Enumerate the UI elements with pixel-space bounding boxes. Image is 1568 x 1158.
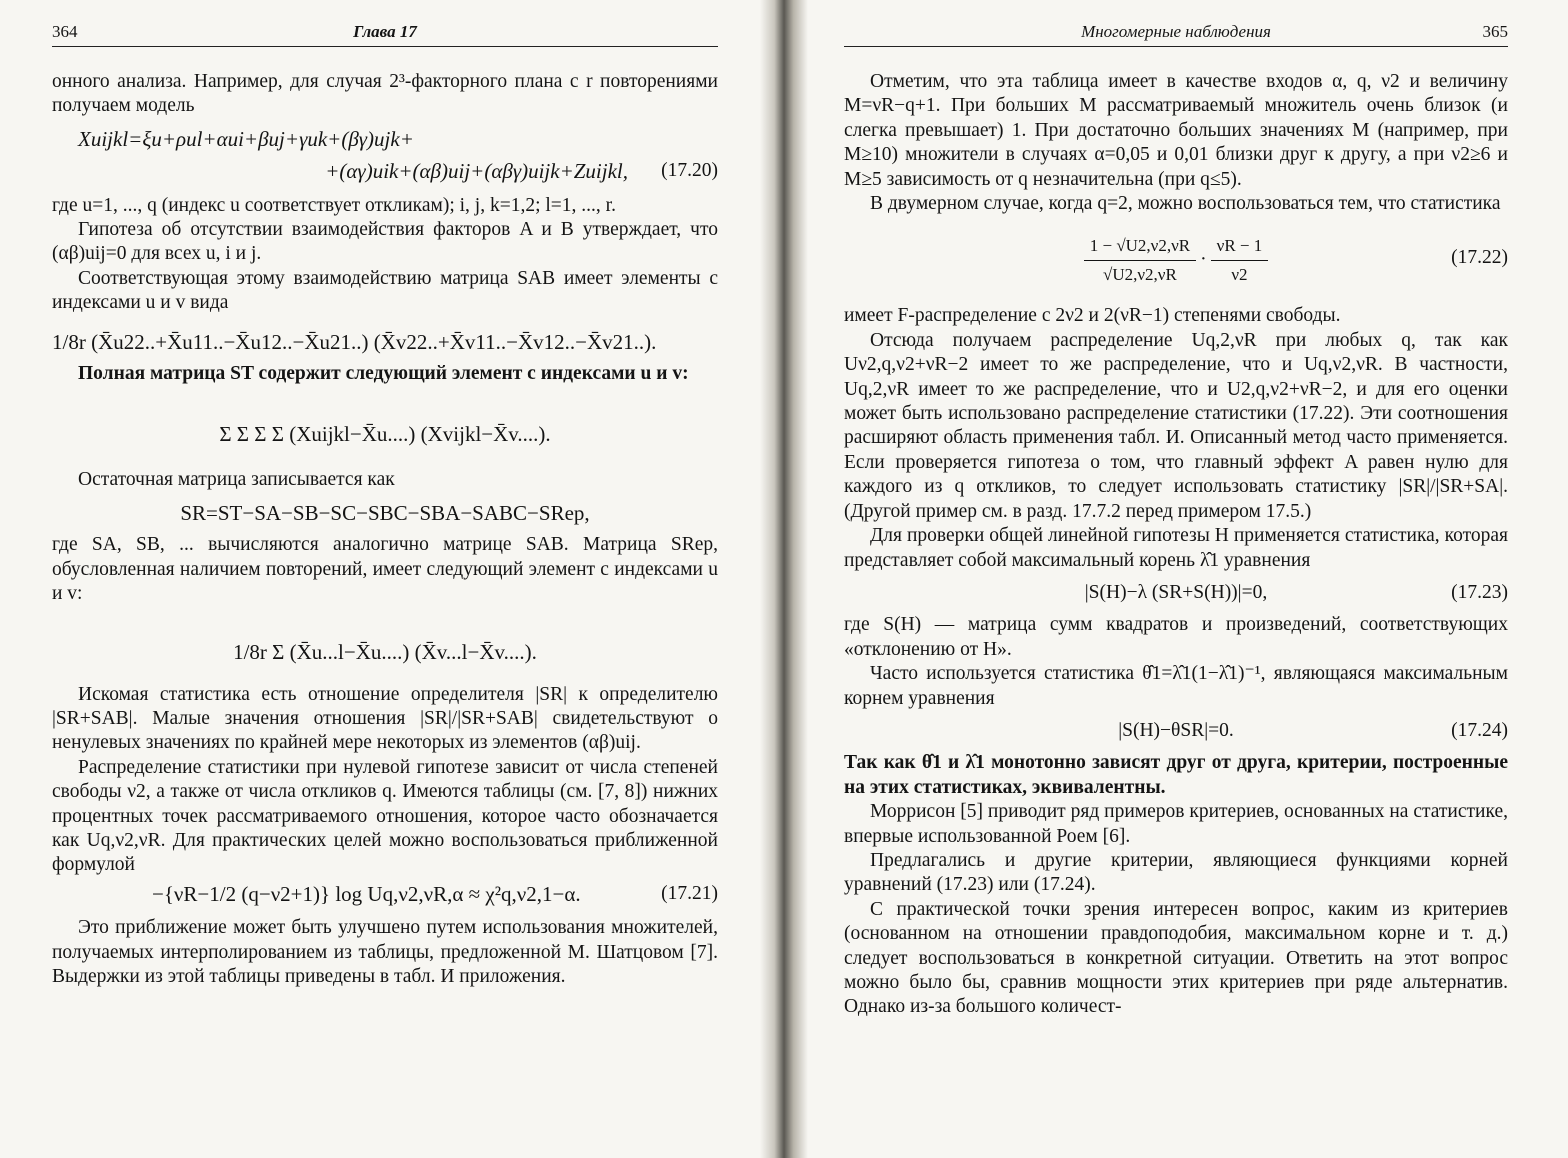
equation-number: (17.23): [1451, 581, 1508, 603]
paragraph: Полная матрица ST содержит следующий элемент с индексами u и v:: [78, 363, 689, 385]
running-title: Многомерные наблюдения: [1081, 22, 1271, 41]
right-page-header: [844, 20, 1508, 47]
paragraph: где u=1, ..., q (индекс u соответствует откликам); i, j, k=1,2; l=1, ..., r.: [52, 194, 616, 216]
fraction-main: 1 − √U2,ν2,νR √U2,ν2,νR: [1084, 234, 1196, 288]
paragraph: онного анализа. Например, для случая 2³-факторного плана с r повторениями получаем модель: [52, 71, 718, 117]
paragraph: Остаточная матрица записывается как: [78, 469, 395, 491]
paragraph: Искомая статистика есть отношение определителя |SR| к определителю |SR+SAB|. Малые значения отношения |SR|/|SR+SAB| свидетельствуют о ненулевых значениях по крайней мере некоторых из элементов (αβ)uij.: [52, 683, 718, 754]
right-page: [808, 0, 1568, 1158]
left-page: [0, 0, 760, 1158]
paragraph: где S(H) — матрица сумм квадратов и произведений, соответствующих «отклонению от H».: [844, 614, 1508, 660]
paragraph: Отметим, что эта таблица имеет в качестве входов α, q, ν2 и величину M=νR−q+1. При больших M рассматриваемый множитель очень близок (и слегка превышает) 1. При достаточно больших значениях M (например, при M≥10) множители в случаях α=0,05 и 0,01 близки друг к другу, а при ν2≥6 и M≥5 зависимость от q незначительна (при q≤5).: [844, 71, 1508, 190]
fraction-multiplier: νR − 1 ν2: [1211, 234, 1269, 288]
paragraph: В двумерном случае, когда q=2, можно воспользоваться тем, что статистика: [870, 193, 1501, 215]
paragraph: Соответствующая этому взаимодействию матрица SAB имеет элементы с индексами u и v вида: [52, 267, 718, 314]
equation-number: (17.22): [1451, 247, 1508, 269]
paragraph: где SA, SB, ... вычисляются аналогично матрице SAB. Матрица SRep, обусловленная наличием повторений, имеет следующий элемент с индексами u и v:: [52, 534, 718, 605]
paragraph: имеет F-распределение с 2ν2 и 2(νR−1) степенями свободы.: [844, 305, 1341, 327]
paragraph: Отсюда получаем распределение Uq,2,νR при любых q, так как Uν2,q,ν2+νR−2 имеет то же распределение, что и Uq,ν2,νR. В частности, Uq,2,νR имеет то же распределение, что и U2,q,ν2+νR−2, и для его оценки может быть использовано распределение статистики (17.22). Эти соотношения расширяют область применения табл. И. Описанный метод часто применяется. Если проверяется гипотеза о том, что главный эффект A равен нулю для каждого из q откликов, то следует использовать статистику |SR|/|SR+SA|. (Другой пример см. в разд. 17.7.2 перед примером 17.5.): [844, 329, 1508, 522]
equation-srep-element: 1/8r Σ (X̄u...l−X̄u....) (X̄v...l−X̄v....).: [233, 639, 537, 664]
paragraph: Моррисон [5] приводит ряд примеров критериев, основанных на статистике, впервые использованной Роем [6].: [844, 801, 1508, 847]
equation-number: (17.24): [1451, 719, 1508, 741]
equation-17-21: −{νR−1/2 (q−ν2+1)} log Uq,ν2,νR,α ≈ χ²q,ν2,1−α. (17.21): [152, 881, 718, 906]
equation-st-element: Σ Σ Σ Σ (Xuijkl−X̄u....) (Xvijkl−X̄v....).: [219, 422, 551, 447]
paragraph: Часто используется статистика θ̂1=λ̂1(1−λ̂1)⁻¹, являющаяся максимальным корнем уравнения: [844, 663, 1508, 709]
page-number: 364: [52, 22, 78, 41]
equation-17-24: |S(H)−θSR|=0. (17.24): [844, 719, 1508, 743]
equation-number: (17.20): [661, 160, 718, 182]
page-number: 365: [1482, 22, 1508, 41]
paragraph: Распределение статистики при нулевой гипотезе зависит от числа степеней свободы ν2, а также от числа откликов q. Имеются таблицы (см. [7, 8]) нижних процентных точек рассматриваемого отношения, которое часто обозначается как Uq,ν2,νR. Для практических целей можно воспользоваться приближенной формулой: [52, 756, 718, 876]
paragraph: Так как θ̂1 и λ̂1 монотонно зависят друг от друга, критерии, построенные на этих статистиках, эквивалентны.: [844, 752, 1508, 798]
equation-number: (17.21): [661, 882, 718, 904]
right-page-body: [844, 70, 1508, 1020]
left-page-header: [52, 20, 718, 47]
paragraph: Гипотеза об отсутствии взаимодействия факторов A и B утверждает, что (αβ)uij=0 для всех u, i и j.: [52, 219, 718, 265]
paragraph: Это приближение может быть улучшено путем использования множителей, получаемых интерполированием из таблицы, предложенной М. Шатцовом [7]. Выдержки из этой таблицы приведены в табл. И приложения.: [52, 917, 718, 987]
equation-17-22: 1 − √U2,ν2,νR √U2,ν2,νR · νR − 1 ν2 (17.22): [844, 228, 1508, 292]
paragraph: С практической точки зрения интересен вопрос, каким из критериев (основанном на отношении правдоподобия, максимальном корне и т. д.) следует воспользоваться в конкретной ситуации. Ответить на этот вопрос можно было бы, сравнив мощности этих критериев при ряде альтернатив. Однако из-за большого количест-: [844, 898, 1508, 1018]
equation-sr: SR=ST−SA−SB−SC−SBC−SBA−SABC−SRep,: [180, 500, 590, 525]
left-page-body: [52, 70, 718, 989]
chapter-title: Глава 17: [353, 22, 417, 41]
book-gutter: [760, 0, 808, 1158]
equation-17-23: |S(H)−λ (SR+S(H))|=0, (17.23): [844, 581, 1508, 605]
equation-17-20-line1: Xuijkl=ξu+ρul+αui+βuj+γuk+(βγ)ujk+: [78, 126, 414, 151]
equation-17-20-line2: +(αγ)uik+(αβ)uij+(αβγ)uijk+Zuijkl, (17.20): [325, 159, 718, 184]
paragraph: Предлагались и другие критерии, являющиеся функциями корней уравнений (17.23) или (17.24).: [844, 849, 1508, 896]
paragraph: Для проверки общей линейной гипотезы H применяется статистика, которая представляет собой максимальный корень λ̂1 уравнения: [844, 525, 1508, 571]
equation-sab-element: 1/8r (X̄u22..+X̄u11..−X̄u12..−X̄u21..) (X̄v22..+X̄v11..−X̄v12..−X̄v21..).: [52, 329, 657, 354]
